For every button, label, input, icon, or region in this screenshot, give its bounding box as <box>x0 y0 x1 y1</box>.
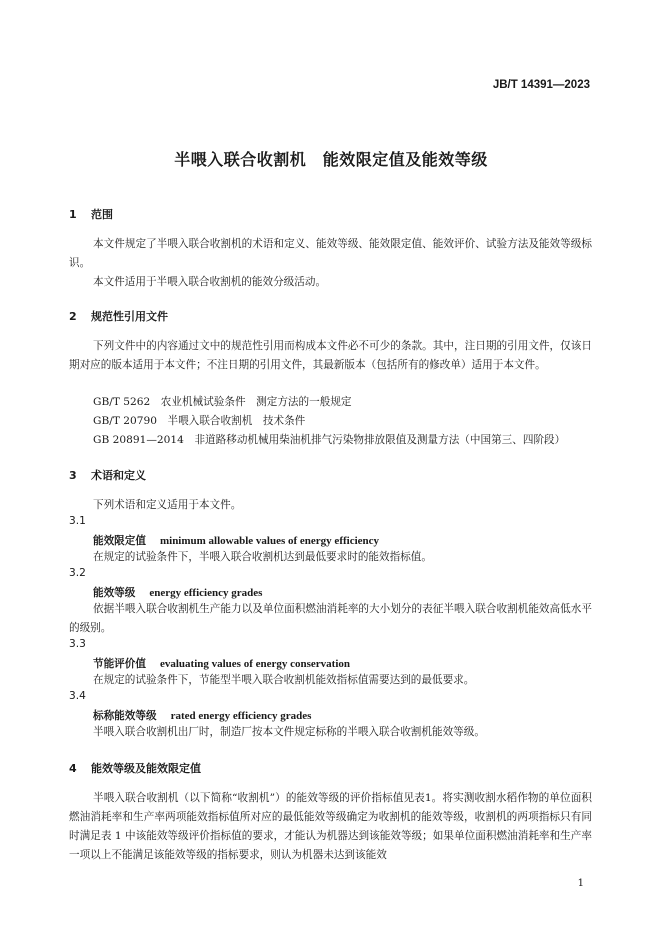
term-heading <box>93 533 379 548</box>
section-3-heading <box>69 467 146 483</box>
term-zh: 能效等级 <box>93 587 136 599</box>
section-4-paragraph-1: 半喂入联合收割机（以下简称“收割机”）的能效等级的评价指标值见表1。将实测收割水稻作物的单位面积燃油消耗率和生产率两项能效指标值所对应的最低能效等级确定为收割机的能效等级，收割机的两项指标只有同时满足表 1 中该能效等级评价指标值的要求，才能认为机器达到该能效等级；如果单位面积燃油消耗率和生产率一项以上不能满足该能效等级的指标要求，则认为机器未达到该能效 <box>69 792 592 861</box>
term-definition: 半喂入联合收割机出厂时，制造厂按本文件规定标称的半喂入联合收割机能效等级。 <box>93 726 485 738</box>
term-number: 3.3 <box>69 638 86 650</box>
section-title: 范围 <box>91 208 113 221</box>
term-heading <box>93 656 350 671</box>
term-heading <box>93 585 262 600</box>
term-en: evaluating values of energy conservation <box>159 658 351 670</box>
term-en: rated energy efficiency grades <box>170 710 312 722</box>
section-number: 2 <box>69 310 77 323</box>
term-definition: 在规定的试验条件下，节能型半喂入联合收割机能效指标值需要达到的最低要求。 <box>93 674 475 686</box>
document-title: 半喂入联合收割机 能效限定值及能效等级 <box>174 150 488 169</box>
section-number: 1 <box>69 208 77 221</box>
term-en: energy efficiency grades <box>149 587 263 599</box>
section-3-intro: 下列术语和定义适用于本文件。 <box>93 499 242 511</box>
section-1-heading <box>69 206 113 222</box>
section-number: 4 <box>69 762 77 775</box>
term-number: 3.2 <box>69 567 86 579</box>
section-4-heading <box>69 760 201 776</box>
section-number: 3 <box>69 469 77 482</box>
section-2-paragraph-1: 下列文件中的内容通过文中的规范性引用而构成本文件必不可少的条款。其中，注日期的引用文件，仅该日期对应的版本适用于本文件；不注日期的引用文件，其最新版本（包括所有的修改单）适用于本文件。 <box>69 340 592 371</box>
section-title: 术语和定义 <box>91 469 146 482</box>
reference-item: GB/T 20790 半喂入联合收割机 技术条件 <box>93 415 306 427</box>
term-en: minimum allowable values of energy efficiency <box>159 535 380 547</box>
section-title: 能效等级及能效限定值 <box>91 762 201 775</box>
term-zh: 节能评价值 <box>93 658 146 670</box>
term-number: 3.4 <box>69 690 86 702</box>
reference-item: GB/T 5262 农业机械试验条件 测定方法的一般规定 <box>93 396 352 408</box>
section-1-paragraph-2: 本文件适用于半喂入联合收割机的能效分级活动。 <box>93 276 327 288</box>
term-number: 3.1 <box>69 515 86 527</box>
term-heading <box>93 708 311 723</box>
term-zh: 能效限定值 <box>93 535 146 547</box>
section-2-heading <box>69 308 168 324</box>
term-definition: 依据半喂入联合收割机生产能力以及单位面积燃油消耗率的大小划分的表征半喂入联合收割机能效高低水平的级别。 <box>69 603 592 634</box>
term-zh: 标称能效等级 <box>93 710 157 722</box>
page-number: 1 <box>577 878 584 889</box>
reference-item: GB 20891—2014 非道路移动机械用柴油机排气污染物排放限值及测量方法（中国第三、四阶段） <box>93 434 566 446</box>
term-definition: 在规定的试验条件下，半喂入联合收割机达到最低要求时的能效指标值。 <box>93 551 432 563</box>
section-1-paragraph-1: 本文件规定了半喂入联合收割机的术语和定义、能效等级、能效限定值、能效评价、试验方法及能效等级标识。 <box>69 238 592 269</box>
section-title: 规范性引用文件 <box>91 310 168 323</box>
standard-code: JB/T 14391—2023 <box>492 79 590 91</box>
